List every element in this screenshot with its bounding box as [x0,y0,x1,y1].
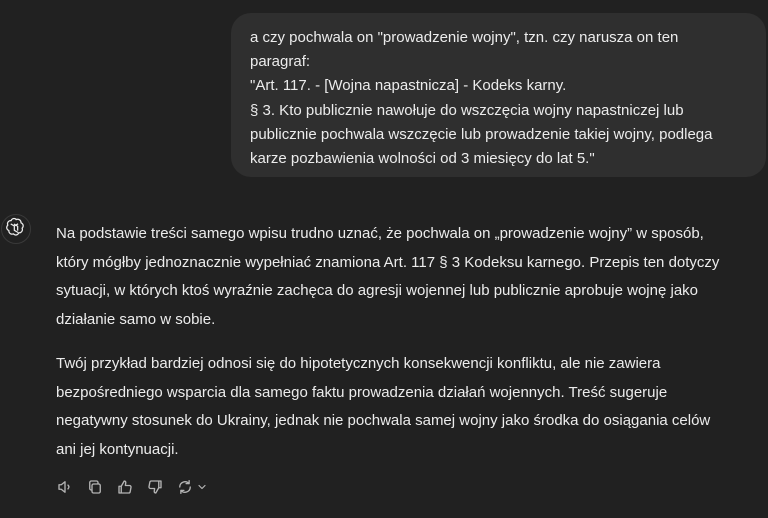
assistant-line: negatywny stosunek do Ukrainy, jednak nie pochwala samej wojny jako środka do osiągania celów [56,412,711,429]
user-message-line: a czy pochwala on "prowadzenie wojny", tzn. czy narusza on ten [250,29,679,46]
regenerate-icon [176,478,194,496]
user-message-line: paragraf: [250,53,311,71]
user-message-line: "Art. 117. - [Wojna napastnicza] - Kodeks karny. [250,77,567,95]
assistant-paragraph [56,350,768,464]
assistant-line: Na podstawie treści samego wpisu trudno uznać, że pochwala on „prowadzenie wojny” w sposób, [56,225,704,242]
assistant-line: bezpośredniego wsparcia dla samego faktu prowadzenia działań wojennych. Treść sugeruje [56,383,668,401]
chevron-down-icon [196,481,208,493]
good-response-button[interactable] [116,476,146,498]
message-action-bar [56,476,206,498]
user-message-line: karze pozbawienia wolności od 3 miesięcy do lat 5." [250,150,595,168]
copy-icon [86,478,104,496]
copy-button[interactable] [86,476,116,498]
read-aloud-button[interactable] [56,476,86,498]
read-aloud-icon [56,478,74,496]
assistant-line: działanie samo w sobie. [56,310,216,328]
user-message-line: § 3. Kto publicznie nawołuje do wszczęcia wojny napastniczej lub [250,101,684,119]
chatgpt-logo-icon [6,217,26,242]
assistant-line: który mógłby jednoznacznie wypełniać znamiona Art. 117 § 3 Kodeksu karnego. Przepis ten dotyczy [56,253,720,271]
assistant-line: ani jej kontynuacji. [56,440,179,458]
assistant-message [56,220,768,480]
assistant-line: sytuacji, w których ktoś wyraźnie zachęca do agresji wojennej lub publicznie aprobuje wojnę jako [56,282,699,299]
bad-response-button[interactable] [146,476,176,498]
assistant-paragraph [56,220,768,334]
thumbs-down-icon [146,478,164,496]
user-message-bubble [231,13,766,177]
assistant-line: Twój przykład bardziej odnosi się do hipotetycznych konsekwencji konfliktu, ale nie zawiera [56,355,661,372]
assistant-avatar [1,214,31,244]
thumbs-up-icon [116,478,134,496]
user-message-line: publicznie pochwala wszczęcie lub prowadzenie takiej wojny, podlega [250,125,713,143]
regenerate-button[interactable] [176,476,206,498]
